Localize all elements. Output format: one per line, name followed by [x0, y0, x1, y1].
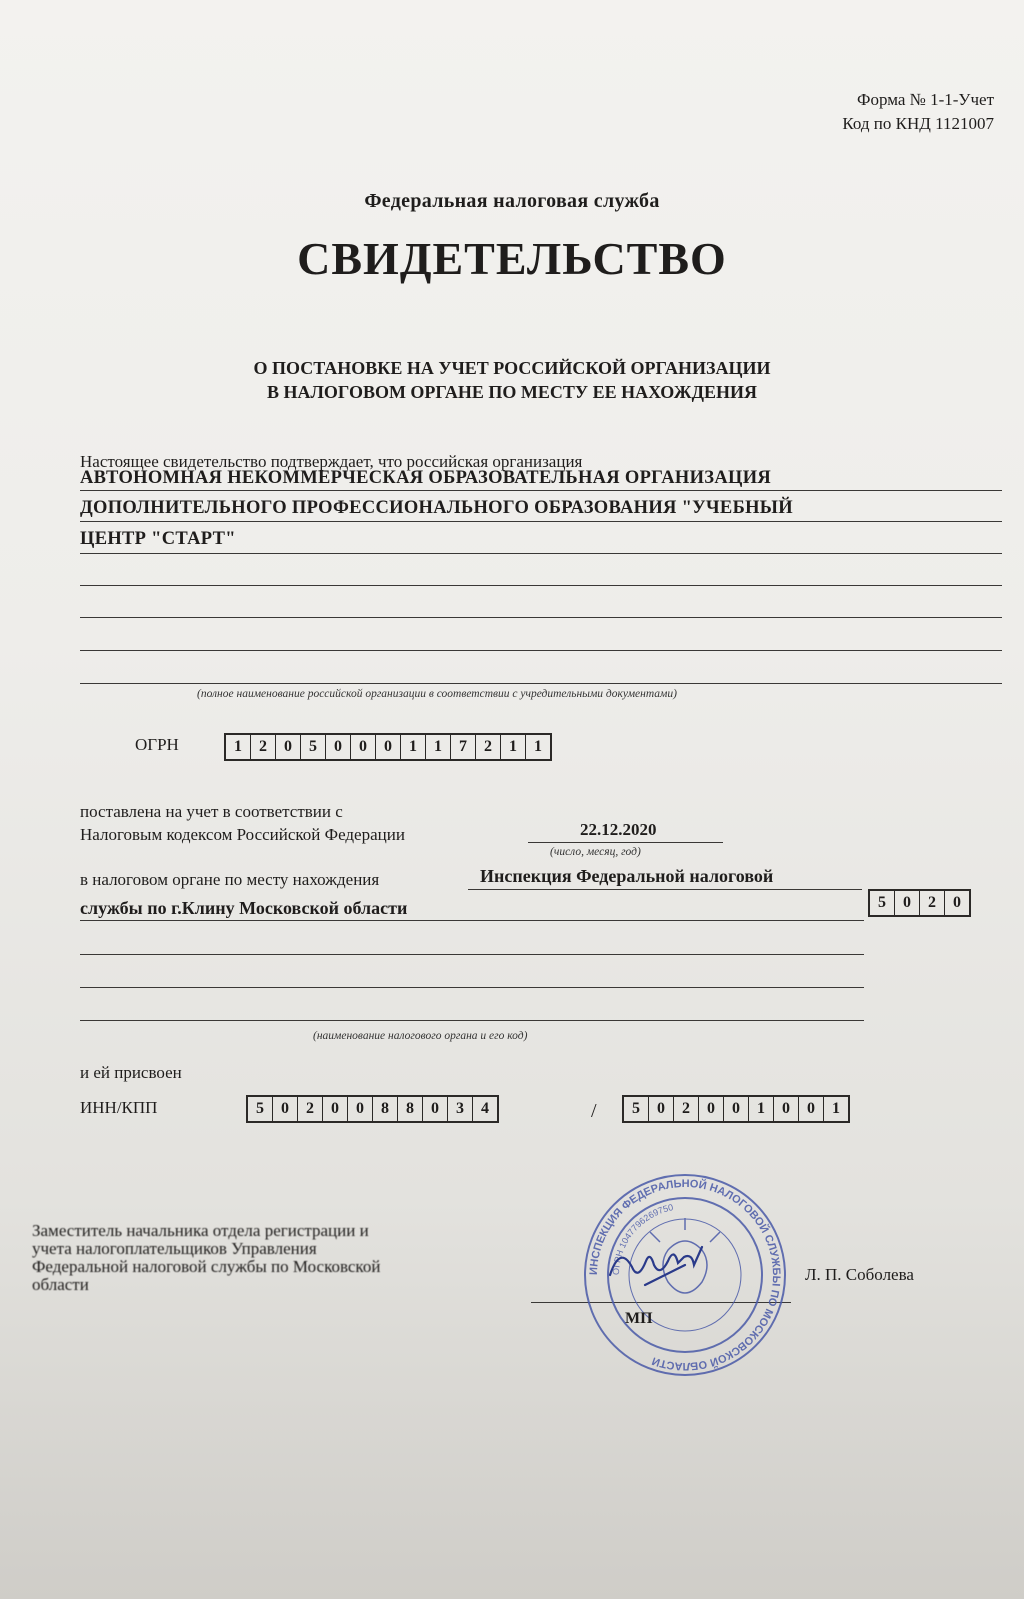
date-rule: [528, 842, 723, 843]
inn-digit-box: 0: [423, 1097, 448, 1121]
signatory-position-line: области: [32, 1275, 89, 1294]
form-number: Форма № 1-1-Учет: [857, 90, 994, 109]
ogrn-digit-box: 1: [426, 735, 451, 759]
ogrn-digit-box: 0: [351, 735, 376, 759]
ogrn-digit-box: 7: [451, 735, 476, 759]
kpp-digit-box: 1: [832, 1100, 840, 1117]
ogrn-label: ОГРН: [135, 735, 179, 754]
signatory-position-line: учета налогоплательщиков Управления: [32, 1239, 317, 1258]
kpp-digit-box: 2: [674, 1097, 699, 1121]
registration-text-2: Налоговым кодексом Российской Федерации: [80, 825, 405, 844]
ogrn-digit-box: 1: [226, 735, 251, 759]
agency-name: Федеральная налоговая служба: [364, 190, 660, 212]
form-rule: [80, 954, 864, 955]
kpp-digit-box: 1: [749, 1097, 774, 1121]
inn-boxes: [246, 1095, 499, 1123]
form-rule: [468, 889, 862, 890]
ogrn-digit-box: 5: [301, 735, 326, 759]
form-rule: [80, 553, 1002, 554]
kpp-boxes: [622, 1095, 850, 1123]
tax-authority-caption: (наименование налогового органа и его код): [313, 1030, 528, 1042]
tax-code-digit-box: 2: [920, 891, 945, 915]
org-name-line-3: ЦЕНТР "СТАРТ": [80, 529, 236, 549]
form-rule: [80, 490, 1002, 491]
kpp-digit-box: 0: [799, 1097, 824, 1121]
tax-authority-code-boxes: [868, 889, 971, 917]
ogrn-boxes: [224, 733, 552, 761]
org-name-line-1: АВТОНОМНАЯ НЕКОММЕРЧЕСКАЯ ОБРАЗОВАТЕЛЬНАЯ ОРГАНИЗАЦИЯ: [80, 468, 772, 488]
date-caption: (число, месяц, год): [550, 846, 641, 858]
tax-authority-name-2: службы по г.Клину Московской области: [80, 898, 408, 918]
form-rule: [80, 987, 864, 988]
knd-code: Код по КНД 1121007: [842, 114, 994, 133]
registration-text-1: поставлена на учет в соответствии с: [80, 802, 343, 821]
inn-kpp-label: ИНН/КПП: [80, 1098, 158, 1117]
signatory-position-line: Федеральной налоговой службы по Московской: [32, 1257, 381, 1276]
ogrn-digit-box: 0: [326, 735, 351, 759]
inn-digit-box: 2: [298, 1097, 323, 1121]
subtitle-line-2: В НАЛОГОВОМ ОРГАНЕ ПО МЕСТУ ЕЕ НАХОЖДЕНИЯ: [267, 382, 757, 402]
tax-code-digit-box: 5: [870, 891, 895, 915]
tax-authority-label: в налоговом органе по месту нахождения: [80, 870, 380, 889]
ogrn-digit-box: 1: [401, 735, 426, 759]
kpp-digit-box: 5: [624, 1097, 649, 1121]
inn-digit-box: 8: [373, 1097, 398, 1121]
seal-outer-text: ИНСПЕКЦИЯ ФЕДЕРАЛЬНОЙ НАЛОГОВОЙ СЛУЖБЫ ПО МОСКОВСКОЙ ОБЛАСТИ: [587, 1177, 783, 1373]
kpp-digit-box: 0: [699, 1097, 724, 1121]
tax-authority-name-1: Инспекция Федеральной налоговой: [480, 866, 774, 886]
seal-inner-text: ОГРН 1047796269750: [610, 1202, 675, 1276]
document-title: СВИДЕТЕЛЬСТВО: [297, 233, 727, 284]
signatory-position: [32, 1222, 380, 1294]
tax-code-digit-box: 0: [953, 894, 961, 911]
intro-text: Настоящее свидетельство подтверждает, что российская организация: [80, 452, 583, 471]
kpp-digit-box: 0: [774, 1097, 799, 1121]
inn-digit-box: 0: [323, 1097, 348, 1121]
form-rule: [80, 920, 864, 921]
tax-code-digit-box: 0: [895, 891, 920, 915]
form-rule: [80, 617, 1002, 618]
form-rule: [80, 585, 1002, 586]
form-rule: [80, 683, 1002, 684]
ogrn-digit-box: 2: [251, 735, 276, 759]
ogrn-digit-box: 2: [476, 735, 501, 759]
document-subtitle: [0, 356, 1024, 404]
org-name-caption: (полное наименование российской организации в соответствии с учредительными документами): [197, 688, 677, 700]
signatory-position-line: Заместитель начальника отдела регистрации и: [32, 1221, 369, 1240]
form-header: [842, 88, 994, 136]
registration-date: 22.12.2020: [580, 820, 657, 839]
handwritten-signature: [605, 1235, 710, 1295]
inn-kpp-separator: /: [591, 1100, 597, 1122]
kpp-digit-box: 0: [724, 1097, 749, 1121]
subtitle-line-1: О ПОСТАНОВКЕ НА УЧЕТ РОССИЙСКОЙ ОРГАНИЗАЦИИ: [253, 358, 771, 378]
signatory-name: Л. П. Соболева: [805, 1265, 914, 1284]
inn-digit-box: 0: [273, 1097, 298, 1121]
inn-digit-box: 0: [348, 1097, 373, 1121]
seal-place-mark: МП: [625, 1310, 653, 1327]
ogrn-digit-box: 1: [534, 738, 542, 755]
inn-digit-box: 5: [248, 1097, 273, 1121]
inn-digit-box: 3: [448, 1097, 473, 1121]
inn-digit-box: 8: [398, 1097, 423, 1121]
assigned-label: и ей присвоен: [80, 1063, 182, 1082]
kpp-digit-box: 0: [649, 1097, 674, 1121]
form-rule: [80, 521, 1002, 522]
inn-digit-box: 4: [481, 1100, 489, 1117]
ogrn-digit-box: 0: [376, 735, 401, 759]
form-rule: [80, 650, 1002, 651]
org-name-line-2: ДОПОЛНИТЕЛЬНОГО ПРОФЕССИОНАЛЬНОГО ОБРАЗОВАНИЯ "УЧЕБНЫЙ: [80, 498, 793, 518]
ogrn-digit-box: 0: [276, 735, 301, 759]
form-rule: [80, 1020, 864, 1021]
ogrn-digit-box: 1: [501, 735, 526, 759]
